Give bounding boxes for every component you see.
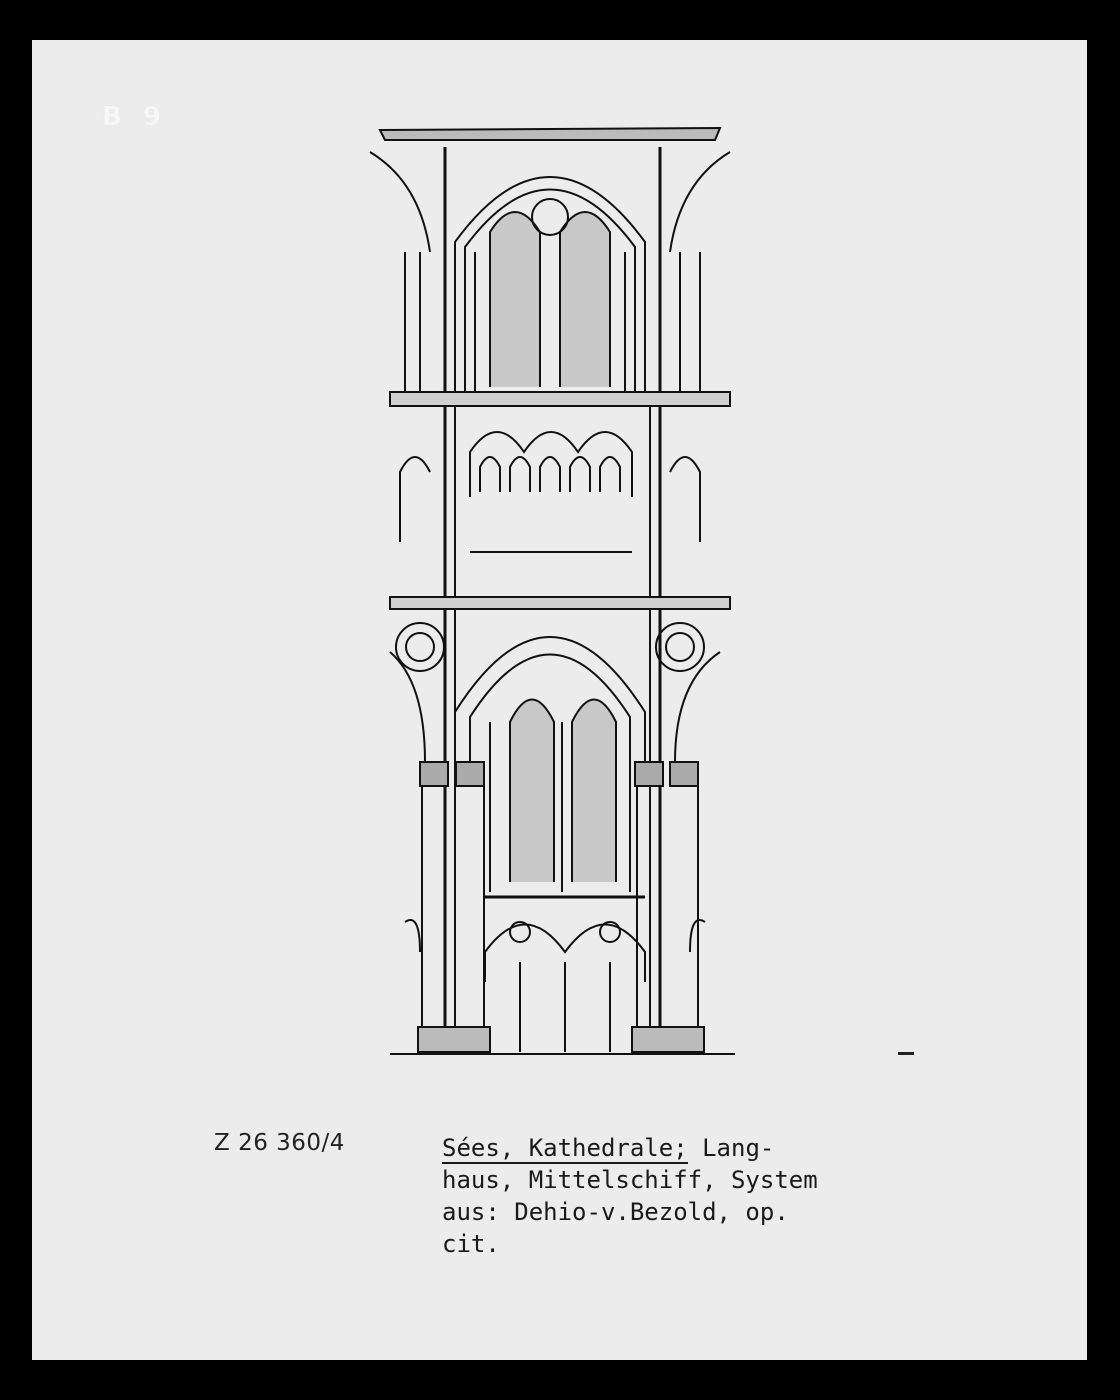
caption-place-name: Sées, Kathedrale; [442,1134,688,1162]
nave-elevation-drawing [360,122,740,1062]
catalog-number: Z 26 360/4 [214,1130,345,1156]
caption-line-1-rest: Lang- [687,1134,775,1162]
caption-line-1 [442,1132,818,1164]
caption-line-4: cit. [442,1230,500,1258]
dash-mark [898,1052,914,1055]
photo-card [32,40,1087,1360]
caption-line-2: haus, Mittelschiff, System [442,1166,818,1194]
corner-mark: B 9 [102,102,167,132]
caption-line-3: aus: Dehio-v.Bezold, op. [442,1198,789,1226]
caption-text [442,1132,818,1260]
